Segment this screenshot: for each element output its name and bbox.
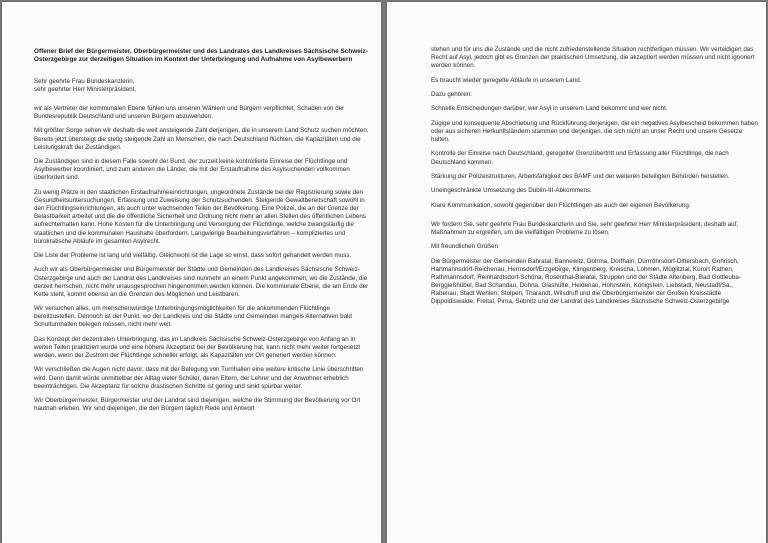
- paragraph: Wir verschließen die Augen nicht davor, dass mit der Belegung von Turnhallen eine weitere kritische Linie überschritten wird. Denn damit würde unmittelbar der Alltag vieler Schüler, deren Eltern, der Lehrer und der Anwohner erheblich beeinträchtigen. Die Akzeptanz für solche drastischen Schritte ist gering und sinkt spürbar weiter.: [34, 366, 364, 390]
- demand-item: Stärkung der Polizeistrukturen, Arbeitsfähigkeit des BAMF und der weiteren beteiligten Behörden herstellen.: [431, 172, 730, 180]
- paragraph: Die Zuständigen sind in diesem Falle sowohl der Bund, der zurzeit keine kontrollierte Einreise der Flüchtlinge und Asylbewerber koordiniert, und zum anderen die Länder, die mit der Erstaufnahme des Asylsuchenden vollkommen überfordert sind.: [34, 158, 350, 182]
- demand-item: Kontrolle der Einreise nach Deutschland, geregelter Grenzübertritt und Erfassung aller Flüchtlinge, die nach Deutschland kommen.: [431, 150, 729, 166]
- greeting: Mit freundlichen Grüßen: [431, 243, 499, 251]
- demand-item: Uneingeschränkte Umsetzung des Dublin-III-Abkommens.: [431, 187, 592, 195]
- right-page-content: [431, 46, 758, 313]
- paragraph: Dazu gehören:: [431, 91, 473, 98]
- paragraph: Die Liste der Probleme ist lang und vielfältig. Gleichwohl ist die Lage so ernst, dass sofort gehandelt werden muss.: [34, 252, 352, 259]
- paragraph: Es braucht wieder geregelte Abläufe in unserem Land.: [431, 76, 582, 84]
- paragraph: wir als Vertreter der kommunalen Ebene fühlen uns unseren Wählern und Bürgern verpflichtet, Schaden von der Bundesrepublik Deutschland und unseren Bürgern abzuwenden.: [34, 104, 345, 121]
- paragraph: Das Konzept der dezentralen Unterbringung, das im Landkreis Sächsische Schweiz-Osterzgebirge von Anfang an in weiten Teilen praktiziert wurde und eine höhere Akzeptanz bei der Bevölkerung hat, kann nicht mehr weiter fortgesetzt werden, wenn der Zustrom der Flüchtlinge schneller erfolgt, als Kapazitäten vor Ort generiert werden können.: [34, 335, 361, 360]
- demand-item: Schnelle Entscheidungen darüber, wer Asyl in unserem Land bekommt und wer nicht.: [431, 105, 668, 113]
- paragraph: Wir versuchen alles, um menschenwürdige Unterbringungsmöglichkeiten für die ankommenden Flüchtlinge bereitzustellen. Dennoch ist der Punkt, wo der Landkreis und die Städte und Gemeinden mangels Alternativen bald Schulturnhallen belegen müssen, nicht mehr weit.: [34, 305, 352, 329]
- demand-item: Klare Kommunikation, sowohl gegenüber den Flüchtlingen als auch der eigenen Bevölkerung.: [431, 201, 691, 209]
- letter-title: Offener Brief der Bürgermeister, Oberbürgermeister und des Landrates des Landkreises Sächsische Schweiz-Osterzgebirge zur derzeitigen Situation im Kontext der Unterbringung und Aufnahme von Asylbewerbern: [34, 48, 368, 64]
- paragraph: Zu wenig Plätze in den staatlichen Erstaufnahmeeinrichtungen, ungeordnete Zustände bei der Registrierung sowie den Gesundheitsuntersuchungen, Erfassung und Zuweisung der Schutzsuchenden. Steigende Gewaltbereitschaft sowohl in den Flüchtlingseinrichtungen, als auch unter wachsenden Teilen der Bevölkerung. Eine Polizei, die an der Grenze der Belastbarkeit arbeitet und die die öffentliche Sicherheit und Ordnung nicht mehr an allen Stellen des öffentlichen Lebens aufrechterhalten kann. Hohe Kosten für die Unterbringung und Versorgung der Flüchtlinge, welche zwangsläufig die staatlichen und die kommunalen Haushalte überfordern. Langwierige Bearbeitungsverfahren – kompliziertes und bürokratische Abläufe im gesamten Asylrecht.: [34, 188, 366, 245]
- left-page-content: [34, 48, 369, 420]
- closing-request: Wir fordern Sie, sehr geehrte Frau Bundeskanzlerin und Sie, sehr geehrter Herr Ministerpräsident, deshalb auf, Maßnahmen zu ergreifen, um die vielfältigen Probleme zu lösen.: [431, 220, 739, 236]
- demand-item: Zügige und konsequente Abschiebung und Rückführung derjenigen, die ein negatives Asylbescheid bekommen haben oder aus sicheren Herkunftsländern stammen und derjenigen, die sich nicht an unser Recht und unsere Gesetze halten.: [431, 119, 758, 143]
- signatories: Die Bürgermeister der Gemeinden Bahratal, Bannewitz, Dohma, Dorfhain, Dürrröhrsdorf-Dittersbach, Gohrisch, Hartmannsdorf-Reichenau, Hermsdorf/Erzgebirge, Klingenberg, Kreischa, Lohmen, Müglitztal, Kurort Rathen, Rathmannsdorf, Reinhardtsdorf-Schöna, Rosenthal-Bielatal, Struppen und der Städte Altenberg, Bad Gottleuba-Berggießhübel, Bad Schandau, Dohna, Glashütte, Heidenau, Hohnstein, Königstein, Liebstadt, Neustadt/Sa., Rabenau, Stadt Wehlen, Stolpen, Tharandt, Wilsdruff und die Oberbürgermeister der Großen Kreisstädte Dippoldiswalde, Freital, Pirna, Sebnitz und der Landrat des Landkreises Sächsische Schweiz-Osterzgebirge: [431, 257, 741, 306]
- paragraph: Mit größter Sorge sehen wir deshalb die weit ansteigende Zahl derjenigen, die in unserem Land Schutz suchen möchten. Bereits jetzt übersteigt die stetig steigende Zahl an Menschen, die nach Deutschland flüchten, die Kapazitäten und die Leistungskraft der Zuständigen.: [34, 127, 369, 151]
- salutation-line-1: Sehr geehrte Frau Bundeskanzlerin,: [34, 77, 135, 85]
- salutation-line-2: sehr geehrter Herr Ministerpräsident,: [34, 85, 137, 93]
- right-page: [387, 2, 766, 543]
- paragraph: stehen und für uns die Zustände und die nicht zufriedenstellende Situation rechtfertigen müssen. Wir verteidigen das Recht auf Asyl, jedoch gibt es Grenzen der praktischen Umsetzung, die akzeptiert werden müssen und nicht ignoriert werden können.: [431, 46, 755, 70]
- paragraph: Wir Oberbürgermeister, Bürgermeister und der Landrat sind diejenigen, welche die Stimmung der Bevölkerung vor Ort hautnah erleben. Wir sind diejenigen, die den Bürgern täglich Rede und Antwort: [34, 397, 361, 413]
- left-page: [2, 2, 381, 543]
- paragraph: Auch wir als Oberbürgermeister und Bürgermeister der Städte und Gemeinden des Landkreises Sächsische Schweiz-Osterzgebirge und auch der Landrat des Landkreises sind nunmehr an einem Punkt angekommen, wo die Zustände, die derzeit herrschen, nicht mehr unausgesprochen hingenommen werden können. Die kommunale Ebene, die am Ende der Kette steht, kommt ebenso an die Grenzen des Möglichen und Leistbaren.: [34, 266, 369, 298]
